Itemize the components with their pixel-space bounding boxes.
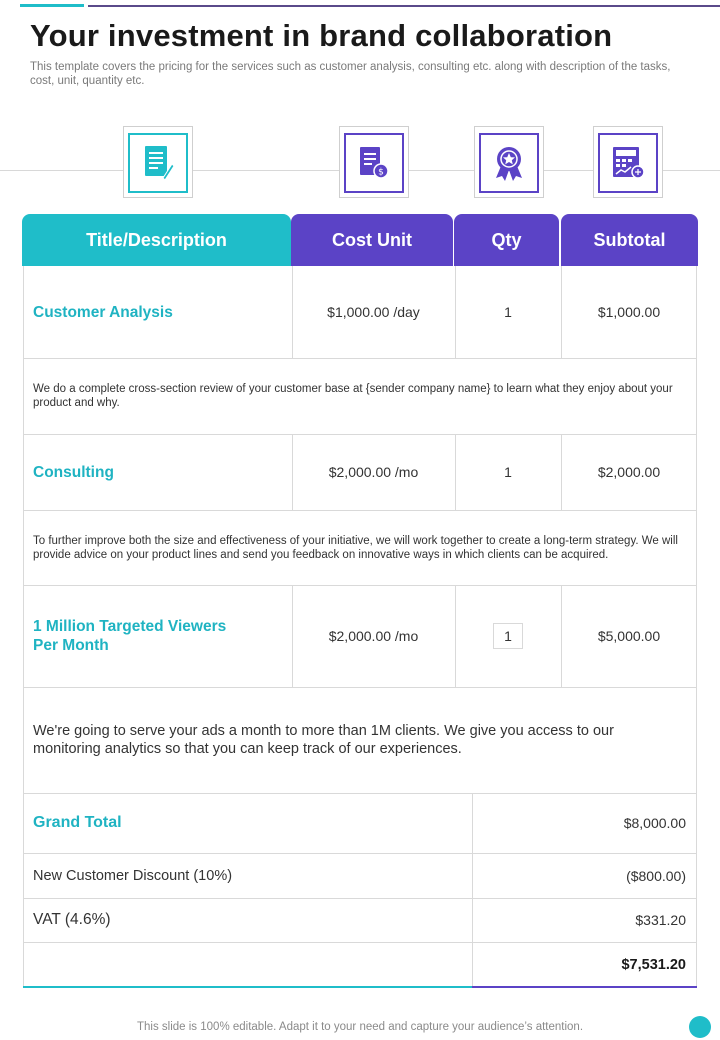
item-subtotal: $1,000.00 bbox=[597, 304, 661, 320]
document-pen-icon bbox=[128, 133, 188, 193]
header-qty: Qty bbox=[454, 214, 559, 266]
item-description bbox=[33, 510, 685, 585]
item-description-text: To further improve both the size and effectiveness of your initiative, we will work together to create a long-term strategy. We will provide advice on your product lines and send you feedback on innovative ways in which clients can be acquired. bbox=[33, 534, 678, 561]
item-qty: 1 bbox=[504, 304, 512, 320]
item-description bbox=[33, 358, 685, 434]
icon-frame-2 bbox=[339, 126, 409, 198]
item-cost-unit: $1,000.00 /day bbox=[327, 304, 420, 320]
item-cost-unit: $2,000.00 /mo bbox=[328, 464, 419, 480]
award-badge-icon bbox=[479, 133, 539, 193]
grand-total-label-cell bbox=[33, 793, 463, 853]
discount-value: ($800.00) bbox=[626, 867, 686, 884]
item-description bbox=[33, 687, 653, 793]
top-accent-purple bbox=[88, 5, 720, 7]
invoice-coin-icon bbox=[344, 133, 404, 193]
qty-input[interactable]: 1 bbox=[493, 623, 523, 649]
icon-frame-1 bbox=[123, 126, 193, 198]
grand-total-value: $8,000.00 bbox=[623, 815, 686, 831]
vat-label: VAT (4.6%) bbox=[33, 911, 111, 928]
footer-dot bbox=[689, 1016, 711, 1038]
final-total-value: $7,531.20 bbox=[621, 957, 686, 973]
item-cost-unit: $2,000.00 /mo bbox=[328, 628, 419, 644]
icon-frame-3 bbox=[474, 126, 544, 198]
table-row bbox=[33, 434, 283, 510]
table-row bbox=[33, 266, 283, 358]
table-bottom-accent-purple bbox=[472, 986, 697, 988]
item-title: Consulting bbox=[33, 463, 114, 481]
footer-note: This slide is 100% editable. Adapt it to your need and capture your audience’s attention. bbox=[136, 1021, 584, 1033]
item-description-text: We're going to serve your ads a month to more than 1M clients. We give you access to our monitoring analytics so that you can keep track of our experiences. bbox=[33, 723, 614, 757]
page-subtitle: This template covers the pricing for the services such as customer analysis, consulting etc. along with description of the tasks, cost, unit, quantity etc. bbox=[30, 61, 671, 87]
svg-text:$: $ bbox=[378, 167, 384, 178]
table-bottom-accent-teal bbox=[23, 986, 472, 988]
item-description-text: We do a complete cross-section review of your customer base at {sender company name} to learn what they enjoy about your product and why. bbox=[33, 383, 673, 409]
calculator-report-icon bbox=[598, 133, 658, 193]
item-qty: 1 bbox=[504, 464, 512, 480]
header-title-description: Title/Description bbox=[22, 214, 291, 266]
item-subtotal: $2,000.00 bbox=[597, 464, 661, 480]
icon-frame-4 bbox=[593, 126, 663, 198]
item-subtotal: $5,000.00 bbox=[597, 628, 661, 644]
top-accent-teal bbox=[20, 4, 84, 7]
grand-total-label: Grand Total bbox=[33, 814, 122, 831]
discount-label: New Customer Discount (10%) bbox=[33, 867, 233, 884]
page-title: Your investment in brand collaboration bbox=[30, 18, 613, 53]
item-title: 1 Million Targeted Viewers Per Month bbox=[33, 618, 227, 654]
item-qty-cell bbox=[455, 585, 561, 687]
header-cost-unit: Cost Unit bbox=[291, 214, 453, 266]
item-title: Customer Analysis bbox=[33, 303, 173, 321]
header-subtotal: Subtotal bbox=[561, 214, 698, 266]
vat-value: $331.20 bbox=[635, 912, 686, 928]
table-row bbox=[33, 585, 248, 687]
